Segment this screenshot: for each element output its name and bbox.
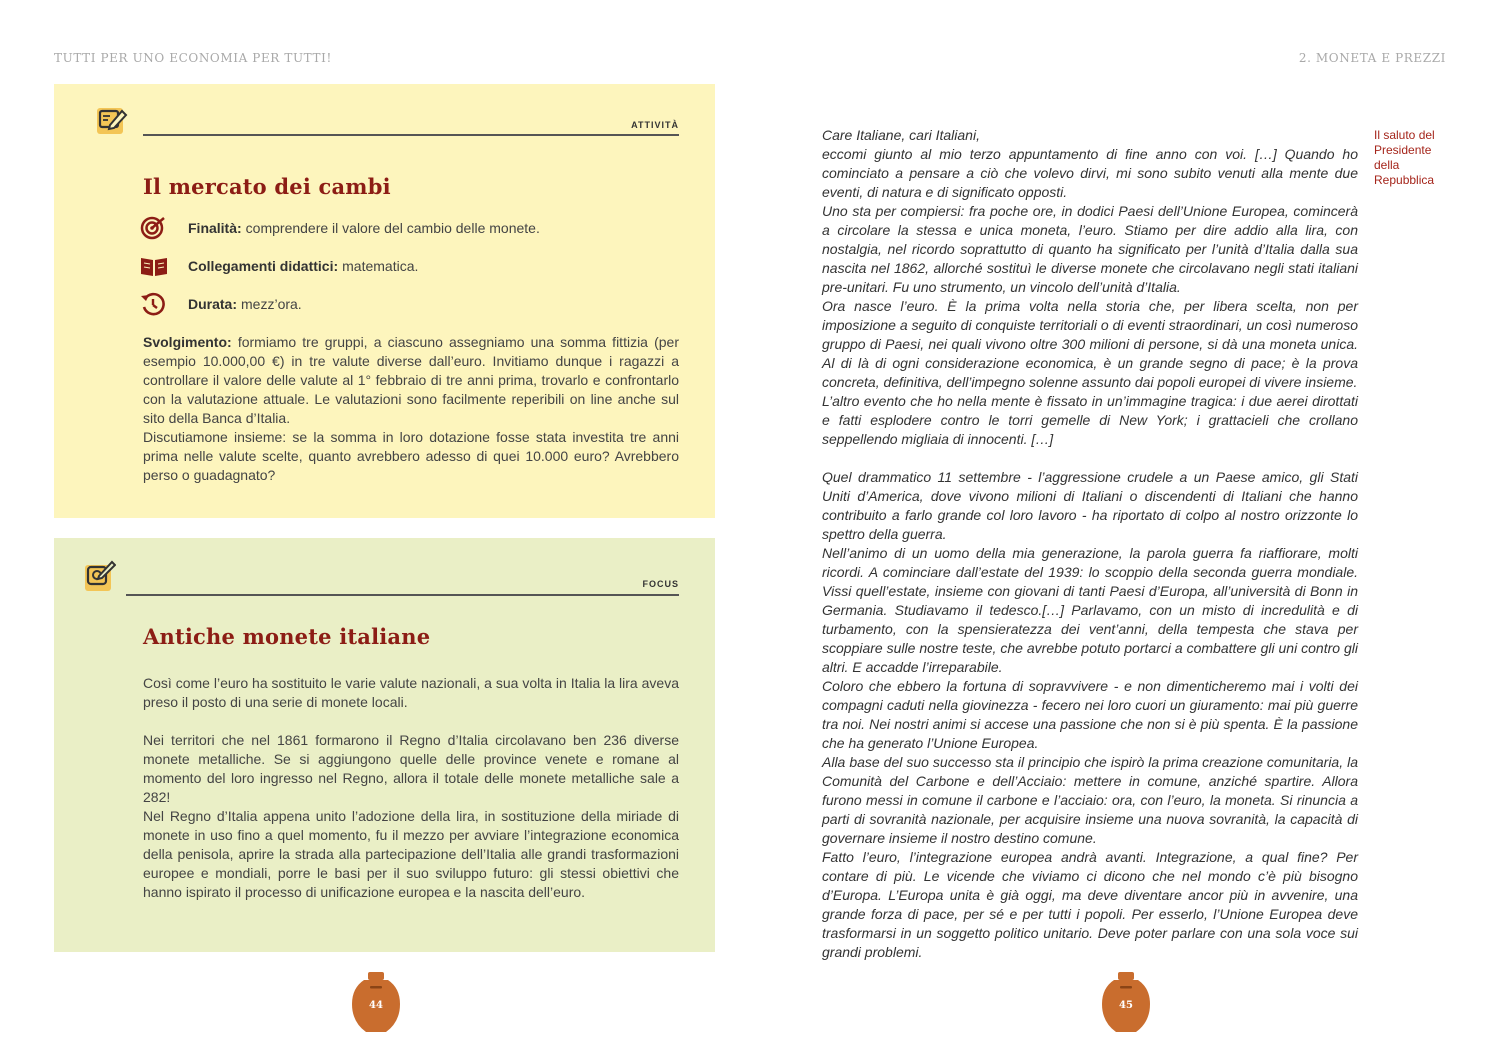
letter-paragraph: Fatto l’euro, l’integrazione europea andrà avanti. Integrazione, a qual fine? Per contare di più. Le vicende che viviamo ci dicono che nel mondo c’è più bisogno d’Europa. L’Europa unita è già oggi, ma deve diventare ancor più in avvenire, una grande forza di pace, per sé e per tutti i popoli. Per esserlo, l’Unione Europea deve trasformarsi in un soggetto politico unitario. Deve poter parlare con una sola voce sui grandi problemi. [822, 849, 1358, 960]
procedure-body: formiamo tre gruppi, a ciascuno assegniamo una somma fittizia (per esempio 10.000,00 €) in tre valute diverse dall’euro. Invitiamo dunque i ragazzi a controllare il valore delle valute al 1° febbraio di tre anni prima, trovarlo e confrontarlo con la valutazione attuale. Le valutazioni sono facilmente reperibili on line anche sul sito della Banca d’Italia. [143, 334, 679, 426]
discussion-text: Discutiamone insieme: se la somma in loro dotazione fosse stata investita tre anni prima nelle valute scelte, quanto avrebbero adesso di quei 10.000 euro? Avrebbero perso o guadagnato? [143, 429, 679, 483]
focus-divider [126, 594, 679, 596]
links-row [140, 254, 418, 278]
activity-divider [143, 134, 679, 136]
links-value: matematica. [342, 258, 419, 274]
letter-gap [822, 449, 1358, 468]
focus-paragraph-2: Nei territori che nel 1861 formarono il Regno d’Italia circolavano ben 236 diverse monete metalliche. Se si aggiungono quelle delle province venete e romane al momento del loro ingresso nel Regno, allora il totale delle monete metalliche sale a 282! [143, 732, 679, 805]
page-number-left [351, 972, 401, 1034]
links-label: Collegamenti didattici: [188, 258, 339, 274]
notepad-pencil-icon [96, 105, 128, 137]
activity-tag: ATTIVITÀ [631, 120, 679, 130]
letter-paragraph: eccomi giunto al mio terzo appuntamento di fine anno con voi. […] Quando ho cominciato a pensare a ciò che volevo dirvi, mi sono subito venuti alla mente due eventi, di natura e di significato opposti. [822, 146, 1358, 200]
activity-title: Il mercato dei cambi [143, 174, 391, 199]
duration-row [140, 292, 302, 316]
margin-note: Il saluto del Presidente della Repubblica [1374, 128, 1435, 187]
procedure-label: Svolgimento: [143, 334, 232, 350]
running-head-left: TUTTI PER UNO ECONOMIA PER TUTTI! [54, 51, 332, 65]
page-number-right-text: 45 [1119, 1000, 1133, 1011]
goal-label: Finalità: [188, 220, 242, 236]
page-number-left-text: 44 [369, 1000, 383, 1011]
letter-paragraph: L’altro evento che ho nella mente è fissato in un’immagine tragica: i due aerei dirottati e fatti esplodere contro le torri gemelle di New York; i grattacieli che crollano seppellendo migliaia di innocenti. […] [822, 393, 1358, 447]
focus-paragraph-3: Nel Regno d’Italia appena unito l’adozione della lira, in sostituzione della miriade di monete in uso fino a quel momento, fu il mezzo per avviare l’integrazione economica della penisola, aprire la strada alla partecipazione dell’Italia alle grandi trasformazioni europee e mondiali, porre le basi per il suo sviluppo futuro: gli stessi obiettivi che hanno ispirato il processo di unificazione europea e la nascita dell’euro. [143, 808, 679, 900]
book-icon [140, 254, 168, 278]
clock-icon [140, 292, 168, 316]
target-icon [140, 216, 168, 240]
focus-tag: FOCUS [642, 579, 679, 589]
focus-box [54, 538, 715, 952]
letter-paragraph: Quel drammatico 11 settembre - l’aggressione crudele a un Paese amico, gli Stati Uniti d’America, dove vivono milioni di Italiani o discendenti di Italiani che hanno contribuito a farlo grande col loro lavoro - ha riportato di colpo al nostro orizzonte lo spettro della guerra. [822, 469, 1358, 542]
focus-paragraph-1: Così come l’euro ha sostituito le varie valute nazionali, a sua volta in Italia la lira aveva preso il posto di una serie di monete locali. [143, 675, 679, 710]
letter-paragraph: Uno sta per compiersi: fra poche ore, in dodici Paesi dell’Unione Europea, comincerà a circolare la stessa e unica moneta, l’euro. Stiamo per dire addio alla lira, con nostalgia, nel ricordo soprattutto di quanto ha significato per l’unità d’Italia dalla sua nascita nel 1862, allorché sostituì le diverse monete che circolavano negli stati italiani pre-unitari. Fu uno strumento, un vincolo dell’unità d’Italia. [822, 203, 1358, 295]
goal-value: comprendere il valore del cambio delle monete. [245, 220, 540, 236]
presidential-letter [822, 126, 1358, 962]
duration-label: Durata: [188, 296, 238, 312]
checkbox-pencil-icon [84, 560, 116, 592]
running-head-right: 2. MONETA E PREZZI [1298, 51, 1446, 65]
procedure-text [143, 333, 679, 485]
letter-paragraph: Coloro che ebbero la fortuna di sopravvivere - e non dimenticheremo mai i volti dei compagni caduti nella giovinezza - fecero nei loro cuori un giuramento: mai più guerre tra noi. Nei nostri animi si accese una passione che non si è più spenta. È la passione che ha generato l’Unione Europea. [822, 678, 1358, 751]
page-number-right [1101, 972, 1151, 1034]
focus-title: Antiche monete italiane [143, 624, 431, 649]
duration-value: mezz’ora. [241, 296, 302, 312]
goal-row [140, 216, 540, 240]
activity-box [54, 84, 715, 518]
letter-paragraph: Nell’animo di un uomo della mia generazione, la parola guerra fa riaffiorare, molti ricordi. A cominciare dall’estate del 1939: lo scoppio della seconda guerra mondiale. Vissi quell’estate, insieme con giovani di tanti Paesi d’Europa, all’università di Bonn in Germania. Studiavamo il tedesco.[…] Parlavamo, con un misto di incredulità e di turbamento, con la spensieratezza dei vent’anni, della tempesta che stava per scoppiare sulle nostre teste, che avrebbe potuto portarci a combattere gli uni contro gli altri. E accadde l’irreparabile. [822, 545, 1358, 675]
letter-salutation: Care Italiane, cari Italiani, [822, 127, 980, 143]
letter-paragraph: Ora nasce l’euro. È la prima volta nella storia che, per libera scelta, non per imposizione a seguito di conquiste territoriali o di eventi straordinari, un così numeroso gruppo di Paesi, nei quali vivono oltre 300 milioni di persone, si dà una moneta unica. Al di là di ogni considerazione economica, è un grande segno di pace; è la prova concreta, definitiva, dell’impegno solenne assunto dai popoli europei di vivere insieme. [822, 298, 1358, 390]
letter-paragraph: Alla base del suo successo sta il principio che ispirò la prima creazione comunitaria, la Comunità del Carbone e dell’Acciaio: mettere in comune, anziché spartire. Allora furono messi in comune il carbone e l’acciaio: ora, con l’euro, la moneta. Si rinuncia a parti di sovranità nazionale, per acquisire insieme una nuova sovranità, la capacità di governare insieme il nostro destino comune. [822, 754, 1358, 846]
